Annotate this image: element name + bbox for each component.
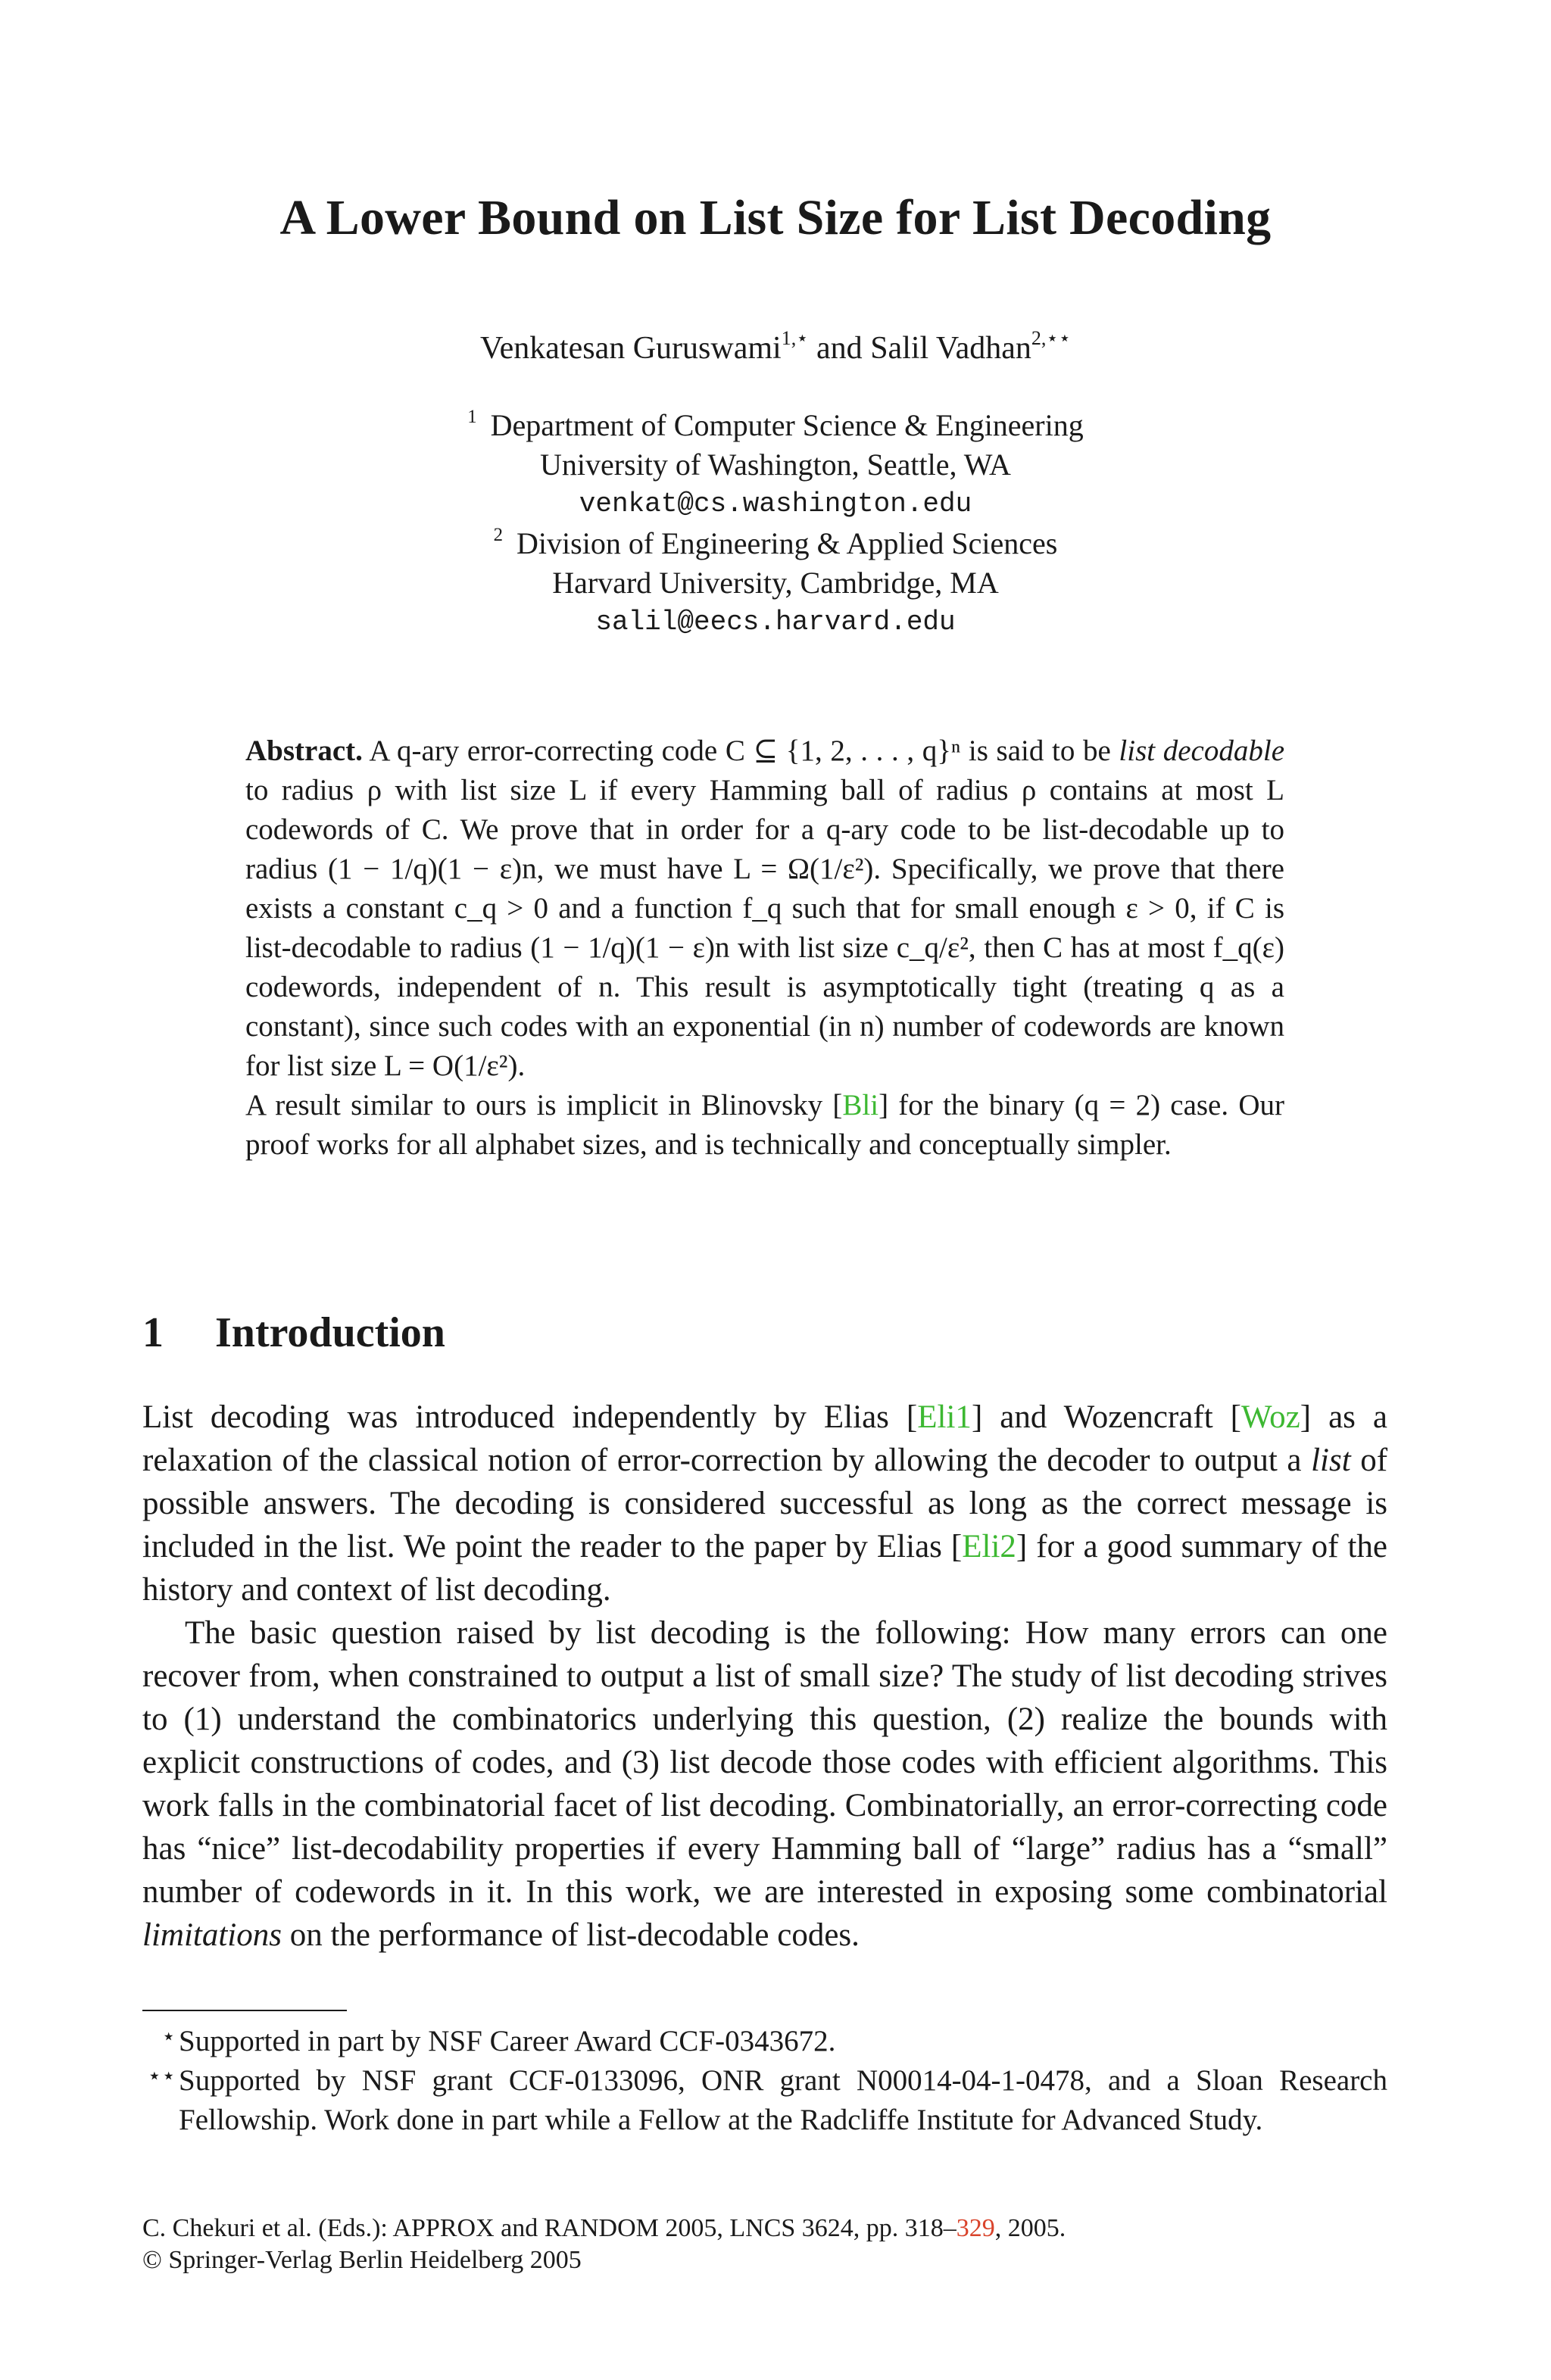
- footnote: [142, 2022, 1387, 2061]
- abstract-text: A q-ary error-correcting code C ⊆ {1, 2, . . . , q}ⁿ is said to be: [369, 735, 1111, 767]
- body-text: The basic question raised by list decoding is the following: How many errors can one recover from, when constrained to output a list of small size? The study of list decoding strives to (1) understand the combinatorics underlying this question, (2) realize the bounds with explicit constructions of codes, and (3) list decode those codes with efficient algorithms. This work falls in the combinatorial facet of list decoding. Combinatorially, an error-correcting code has “nice” list-decodability properties if every Hamming ball of “large” radius has a “small” number of codewords in it. In this work, we are interested in exposing some combinatorial: [142, 1615, 1387, 1910]
- paper-title: A Lower Bound on List Size for List Decoding: [279, 190, 1272, 245]
- body-text: on the performance of list-decodable codes.: [289, 1917, 860, 1953]
- author-mark: 2,⋆⋆: [1031, 327, 1072, 350]
- abstract: [245, 731, 1284, 1165]
- author-mark: 1,⋆: [781, 327, 809, 350]
- citation-link[interactable]: Eli1: [917, 1399, 972, 1435]
- abstract-paragraph: A result similar to ours is implicit in Blinovsky [Bli] for the binary (q = 2) case. Our proof works for all alphabet sizes, and is technically and conceptually simpler.: [245, 1089, 1284, 1161]
- affiliation-number: 2: [493, 525, 504, 546]
- affiliation-number: 1: [467, 407, 477, 428]
- body-text: as a relaxation of the classical notion of error-correction by allowing the decoder to output a: [142, 1399, 1388, 1478]
- body-text: List decoding was introduced independently by Elias: [142, 1399, 889, 1435]
- section-title: Introduction: [215, 1309, 445, 1356]
- footnote-text: Supported in part by NSF Career Award CCF-0343672.: [179, 2025, 836, 2057]
- publication-footer: [142, 2213, 1066, 2276]
- footnotes: [142, 2022, 1387, 2140]
- footer-text: C. Chekuri et al. (Eds.): APPROX and RANDOM 2005, LNCS 3624, pp. 318–: [142, 2214, 957, 2242]
- footer-copyright: © Springer-Verlag Berlin Heidelberg 2005: [142, 2246, 582, 2274]
- author-name: Salil Vadhan: [870, 331, 1031, 366]
- affiliation-email[interactable]: salil@eecs.harvard.edu: [595, 607, 956, 638]
- footnote-text: Supported by NSF grant CCF-0133096, ONR grant N00014-04-1-0478, and a Sloan Research Fellowship. Work done in part while a Fellow at the Radcliffe Institute for Advanced Study.: [179, 2064, 1387, 2136]
- affiliation-dept: Division of Engineering & Applied Sciences: [516, 526, 1058, 560]
- abstract-text: A result similar to ours is implicit in Blinovsky: [245, 1089, 823, 1121]
- body-text: for a good summary of the history and context of list decoding.: [142, 1529, 1388, 1608]
- abstract-emphasis: list decodable: [1119, 735, 1284, 767]
- body-text: and Wozencraft: [1000, 1399, 1213, 1435]
- citation-link[interactable]: Eli2: [962, 1529, 1016, 1564]
- abstract-text: for the binary (q = 2) case. Our proof works for all alphabet sizes, and is technically and conceptually simpler.: [245, 1089, 1284, 1161]
- body-paragraph: [142, 1611, 1387, 1957]
- abstract-text: to radius ρ with list size L if every Hamming ball of radius ρ contains at most L codewords of C. We prove that in order for a q-ary code to be list-decodable up to radius (1 − 1/q)(1 − ε)n, we must have L = Ω(1/ε²). Specifically, we prove that there exists a constant c_q > 0 and a function f_q such that for small enough ε > 0, if C is list-decodable to radius (1 − 1/q)(1 − ε)n with list size c_q/ε², then C has at most f_q(ε) codewords, independent of n. This result is asymptotically tight (treating q as a constant), since such codes with an exponential (in n) number of codewords are known for list size L = O(1/ε²).: [245, 774, 1284, 1082]
- affiliation-2: [0, 524, 1551, 642]
- footnote-mark: ⋆: [161, 2024, 176, 2049]
- section-heading: [142, 1309, 445, 1357]
- citation-link[interactable]: Bli: [842, 1089, 879, 1121]
- affiliation-1: [0, 406, 1551, 524]
- section-number: 1: [142, 1309, 164, 1356]
- affiliation-univ: University of Washington, Seattle, WA: [540, 448, 1011, 482]
- body-emphasis: limitations: [142, 1917, 282, 1953]
- body-paragraph: List decoding was introduced independently by Elias [Eli1] and Wozencraft [Woz] as a relaxation of the classical notion of error-correction by allowing the decoder to output a list of possible answers. The decoding is considered successful as long as the correct message is included in the list. We point the reader to the paper by Elias [Eli2] for a good summary of the history and context of list decoding.: [142, 1399, 1388, 1608]
- footer-citation: [142, 2213, 1066, 2244]
- author-and: and: [816, 331, 863, 366]
- affiliation-univ: Harvard University, Cambridge, MA: [552, 566, 999, 600]
- author-name: Venkatesan Guruswami: [479, 331, 782, 366]
- footnote: [142, 2061, 1387, 2140]
- author-line: [0, 327, 1551, 367]
- body-text: of possible answers. The decoding is considered successful as long as the correct message is included in the list. We point the reader to the paper by Elias: [142, 1443, 1388, 1564]
- citation-link[interactable]: Woz: [1241, 1399, 1300, 1435]
- footnote-rule: [142, 2010, 347, 2011]
- body-emphasis: list: [1311, 1443, 1351, 1478]
- intro-body: [142, 1396, 1387, 1957]
- abstract-paragraph: [245, 731, 1284, 1086]
- footnote-mark: ⋆⋆: [147, 2063, 176, 2088]
- footer-text: , 2005.: [994, 2214, 1066, 2242]
- abstract-label: Abstract.: [245, 735, 363, 767]
- affiliation-dept: Department of Computer Science & Engineering: [490, 408, 1084, 442]
- footer-page-link[interactable]: 329: [956, 2214, 995, 2242]
- affiliation-email[interactable]: venkat@cs.washington.edu: [579, 488, 972, 519]
